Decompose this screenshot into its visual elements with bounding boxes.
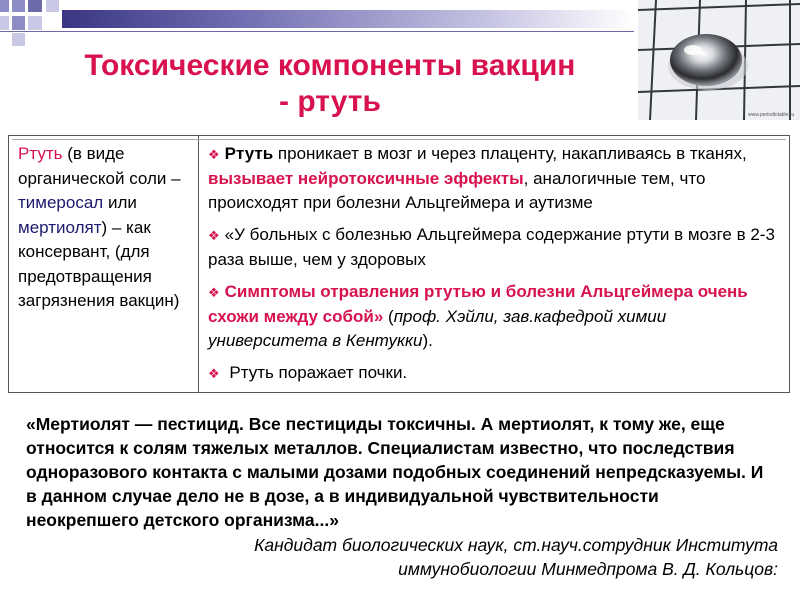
merthiolate-term: мертиолят <box>18 217 102 237</box>
author-line-2: иммунобиологии Минмедпрома В. Д. Кольцов: <box>398 559 778 579</box>
mercury-term: Ртуть <box>18 144 63 163</box>
decor-square <box>12 16 25 30</box>
author-line-1: Кандидат биологических наук, ст.науч.сотрудник Института <box>254 535 778 555</box>
header-divider <box>0 31 634 32</box>
left-text-2: или <box>103 193 137 212</box>
table-cell-effects <box>199 136 789 392</box>
effect-bullet-4 <box>208 361 779 386</box>
decor-square <box>0 0 9 12</box>
decor-square <box>46 0 59 12</box>
bullet-1-text-1: проникает в мозг и через плаценту, накапливаясь в тканях, <box>273 144 747 163</box>
effect-bullet-1 <box>208 142 779 215</box>
bullet-3-text-2: ). <box>422 331 433 350</box>
title-line-1: Токсические компоненты вакцин <box>84 49 576 82</box>
diamond-bullet-icon: ❖ <box>208 147 220 162</box>
table-cell-substance <box>9 136 199 392</box>
slide-title <box>20 48 640 120</box>
quote-author <box>160 533 778 581</box>
table-inner-border <box>12 139 786 140</box>
watermark-text: www.periodictable.ru <box>748 112 795 118</box>
expert-quote: «Мертиолят — пестицид. Все пестициды токсичны. А мертиолят, к тому же, еще относится к солям тяжелых металлов. Специалистам известно, что последствия одноразового контакта с малыми дозами подобных соединений непредсказуемы. И в данном случае дело не в дозе, а в индивидуальной чувствительности неокрепшего детского организма...» <box>26 414 764 530</box>
header-gradient-band <box>62 10 634 28</box>
diamond-bullet-icon: ❖ <box>208 228 220 243</box>
bullet-4-text: Ртуть поражает почки. <box>224 363 408 382</box>
info-table <box>8 135 790 393</box>
left-text-1: (в виде органической соли – <box>18 144 181 188</box>
bullet-2-text: «У больных с болезнью Альцгеймера содержание ртути в мозге в 2-3 раза выше, чем у здоровых <box>208 225 775 269</box>
effect-bullet-3 <box>208 280 779 353</box>
diamond-bullet-icon: ❖ <box>208 285 220 300</box>
bullet-3-highlight: Симптомы отравления ртутью и болезни Альцгеймера очень схожи между собой» <box>208 282 748 326</box>
bullet-1-highlight: вызывает нейротоксичные эффекты <box>208 169 524 188</box>
decor-square <box>12 0 25 12</box>
title-line-2: - ртуть <box>279 85 381 118</box>
effect-bullet-2 <box>208 223 779 272</box>
thimerosal-term: тимеросал <box>18 193 104 212</box>
bullet-1-bold: Ртуть <box>224 144 274 163</box>
decor-square <box>28 0 42 12</box>
bullet-1-text-2: , аналогичные тем, что происходят при болезни Альцгеймера и аутизме <box>208 169 706 212</box>
mercury-droplet-image <box>638 0 800 120</box>
bullet-3-citation: проф. Хэйли, зав.кафедрой химии университета в Кентукки <box>208 307 667 350</box>
bullet-3-text-1: ( <box>383 307 394 326</box>
decor-square <box>0 16 9 30</box>
decor-square <box>12 33 25 46</box>
decor-square <box>28 16 42 30</box>
left-text-3: ) – как консервант, (для предотвращения загрязнения вакцин) <box>18 217 180 310</box>
diamond-bullet-icon: ❖ <box>208 366 220 381</box>
